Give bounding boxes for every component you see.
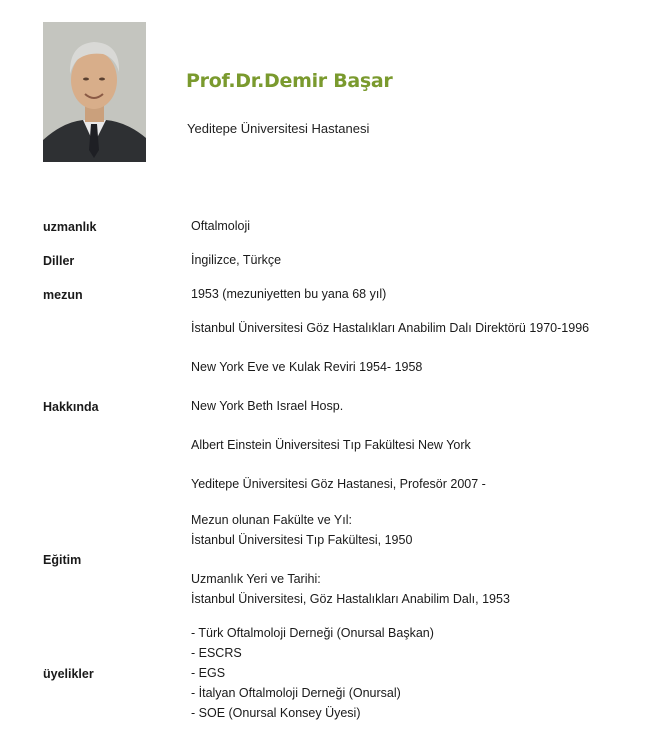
about-item: Albert Einstein Üniversitesi Tıp Fakültesi New York — [191, 438, 471, 452]
about-label: Hakkında — [43, 400, 99, 414]
membership-item: - EGS — [191, 666, 226, 680]
memberships-label: üyelikler — [43, 667, 94, 681]
graduate-value: 1953 (mezuniyetten bu yana 68 yıl) — [191, 287, 387, 301]
doctor-name: Prof.Dr.Demir Başar — [186, 70, 393, 92]
education-specialty-title: Uzmanlık Yeri ve Tarihi: — [191, 572, 321, 586]
languages-value: İngilizce, Türkçe — [191, 253, 282, 267]
languages-label: Diller — [43, 254, 75, 268]
specialty-label: uzmanlık — [43, 220, 97, 234]
membership-item: - İtalyan Oftalmoloji Derneği (Onursal) — [191, 686, 401, 700]
education-specialty-value: İstanbul Üniversitesi, Göz Hastalıkları Anabilim Dalı, 1953 — [191, 592, 510, 606]
membership-item: - ESCRS — [191, 646, 242, 660]
membership-item: - SOE (Onursal Konsey Üyesi) — [191, 706, 361, 720]
education-faculty-value: İstanbul Üniversitesi Tıp Fakültesi, 1950 — [191, 533, 413, 547]
specialty-value: Oftalmoloji — [191, 219, 251, 233]
hospital-name: Yeditepe Üniversitesi Hastanesi — [187, 121, 370, 136]
about-item: İstanbul Üniversitesi Göz Hastalıkları Anabilim Dalı Direktörü 1970-1996 — [191, 321, 590, 335]
about-item: New York Beth Israel Hosp. — [191, 399, 344, 413]
graduate-label: mezun — [43, 288, 83, 302]
education-faculty-title: Mezun olunan Fakülte ve Yıl: — [191, 513, 352, 527]
about-item: Yeditepe Üniversitesi Göz Hastanesi, Profesör 2007 - — [191, 477, 486, 491]
portrait-photo-icon — [43, 22, 146, 162]
membership-item: - Türk Oftalmoloji Derneği (Onursal Başkan) — [191, 626, 434, 640]
memberships-list — [191, 623, 434, 723]
education-label: Eğitim — [43, 553, 82, 567]
profile-photo — [43, 22, 146, 162]
about-item: New York Eve ve Kulak Reviri 1954- 1958 — [191, 360, 423, 374]
